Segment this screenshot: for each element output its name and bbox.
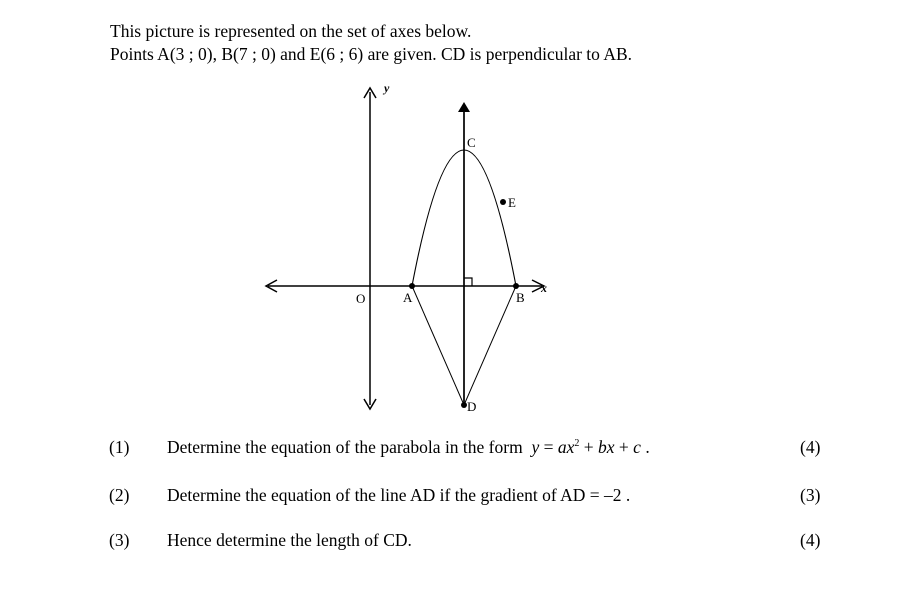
question-1-text: Determine the equation of the parabola in the form $y = ax^2$ + bx + c . [167,437,650,457]
point-b [513,283,519,289]
label-c: C [467,135,476,150]
question-1-number: (1) [109,437,130,457]
right-angle-marker [464,278,472,286]
question-2-gradient: = –2 . [585,485,631,505]
line-cd-arrow [458,102,470,112]
line-ad [412,286,464,405]
question-1-marks: (4) [800,437,821,457]
label-a: A [403,290,413,305]
intro-line-1: This picture is represented on the set of axes below. [110,21,472,41]
question-2-text: Determine the equation of the line AD if the gradient of AD = –2 . [167,485,631,505]
label-e: E [508,195,516,210]
question-1-formula: $y = ax^2$ + bx + c . [531,437,650,457]
x-axis-label: x [541,281,547,295]
point-a [409,283,415,289]
point-e [500,199,506,205]
label-b: B [516,290,525,305]
question-2 [0,485,913,509]
origin-label: O [356,291,366,306]
question-3-text: Hence determine the length of CD. [167,530,412,550]
y-axis-label: y [384,81,390,95]
question-2-number: (2) [109,485,130,505]
intro-line-2: Points A(3 ; 0), B(7 ; 0) and E(6 ; 6) are given. CD is perpendicular to AB. [110,44,633,64]
question-2-marks: (3) [800,485,821,505]
question-1 [0,437,913,461]
question-3 [0,530,913,554]
question-3-marks: (4) [800,530,821,550]
line-bd [464,286,516,405]
label-d: D [467,399,477,414]
question-3-number: (3) [109,530,130,550]
